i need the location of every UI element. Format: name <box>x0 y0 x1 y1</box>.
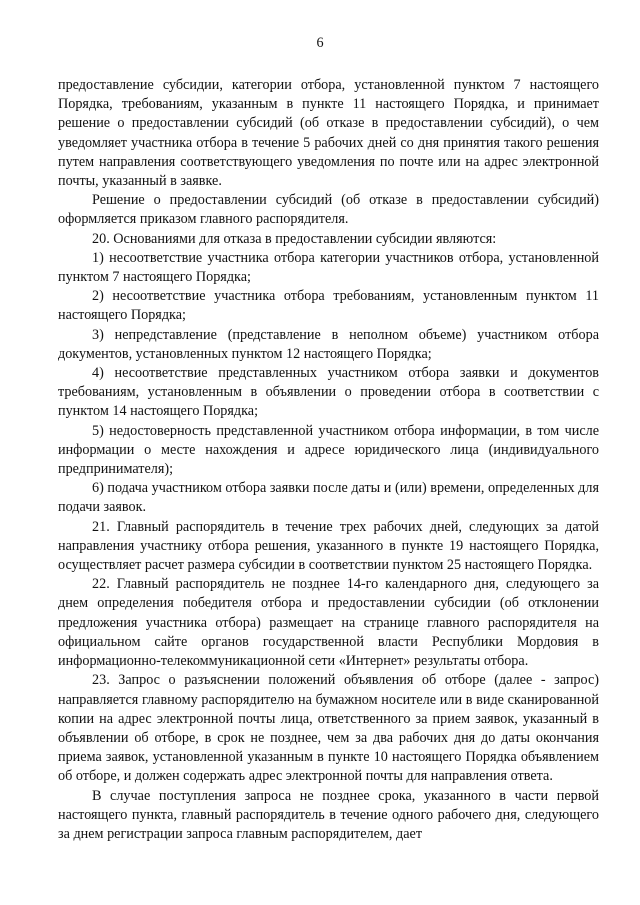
paragraph-23-part-2: В случае поступления запроса не позднее срока, указанного в части первой настоящего пункта, главный распорядитель в течение одного рабочего дня, следующего за днем регистрации запроса главным распорядителем, дает <box>58 787 599 842</box>
paragraph-21: 21. Главный распорядитель в течение трех рабочих дней, следующих за датой направления участнику отбора решения, указанного в пункте 19 настоящего Порядка, осуществляет расчет размера субсидии в соответствии пунктом 25 настоящего Порядка. <box>58 518 599 574</box>
paragraph-decision-order: Решение о предоставлении субсидий (об отказе в предоставлении субсидий) оформляется приказом главного распорядителя. <box>58 192 599 228</box>
paragraph-22: 22. Главный распорядитель не позднее 14-го календарного дня, следующего за днем определения победителя отбора и предоставлении субсидии (об отклонении предложения участника отбора) размещает на странице главного распорядителя на официальном сайте органов государственной власти Республики Мордовия в информационно-телекоммуникационной сети «Интернет» результаты отбора. <box>58 576 599 670</box>
page-number: 6 <box>316 35 324 51</box>
paragraph-20-item-6: 6) подача участником отбора заявки после даты и (или) времени, определенных для подачи заявок. <box>58 480 599 516</box>
paragraph-20-item-4: 4) несоответствие представленных участником отбора заявки и документов требованиям, установленным в объявлении о проведении отбора в соответствии с пунктом 14 настоящего Порядка; <box>58 365 599 420</box>
paragraph-23: 23. Запрос о разъяснении положений объявления об отборе (далее - запрос) направляется главному распорядителю на бумажном носителе или в виде сканированной копии на адрес электронной почты лица, ответственного за прием заявок, указанный в объявлении об отборе, в срок не позднее, чем за два рабочих дня до даты окончания приема заявок, установленной указанным в пункте 10 настоящего Порядка объявлением об отборе, и должен содержать адрес электронной почты для направления ответа. <box>58 672 599 785</box>
document-body <box>58 76 599 844</box>
paragraph-20-item-2: 2) несоответствие участника отбора требованиям, установленным пунктом 11 настоящего Порядка; <box>58 288 599 324</box>
paragraph-20-item-3: 3) непредставление (представление в неполном объеме) участником отбора документов, установленных пунктом 12 настоящего Порядка; <box>58 326 599 362</box>
paragraph-20-item-5: 5) недостоверность представленной участником отбора информации, в том числе информации о месте нахождения и адресе юридического лица (индивидуального предпринимателя); <box>58 422 599 478</box>
paragraph-20-item-1: 1) несоответствие участника отбора категории участников отбора, установленной пунктом 7 настоящего Порядка; <box>58 249 599 286</box>
paragraph-20-refusal-grounds: 20. Основаниями для отказа в предоставлении субсидии являются: <box>92 230 497 247</box>
paragraph-continuation: предоставление субсидии, категории отбора, установленной пунктом 7 настоящего Порядка, требованиям, указанным в пункте 11 настоящего Порядка, и принимает решение о предоставлении субсидий (об отказе в предоставлении субсидий), о чем уведомляет участника отбора в течение 5 рабочих дней со дня принятия такого решения путем направления соответствующего уведомления по почте или на адрес электронной почты, указанный в заявке. <box>58 77 599 190</box>
